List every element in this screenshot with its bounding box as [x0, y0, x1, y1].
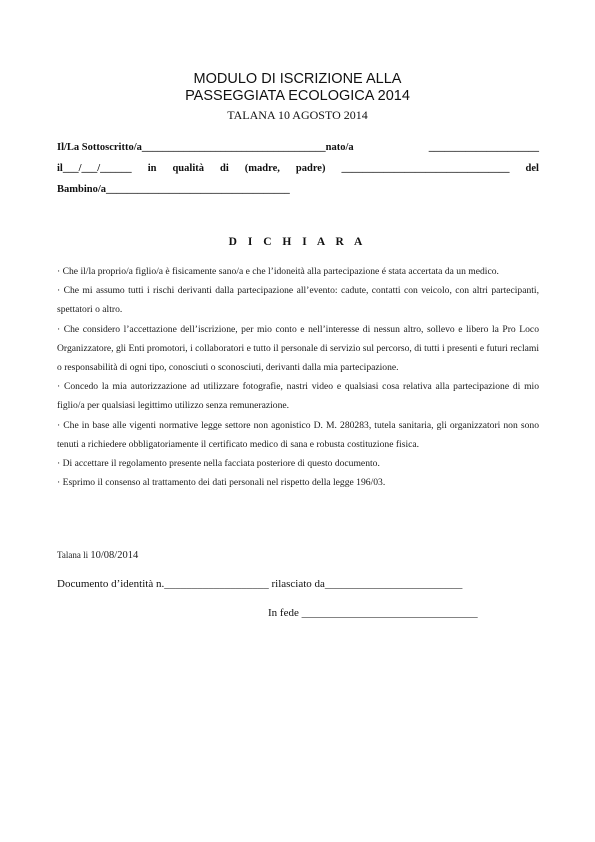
declaration-item: · Che considero l’accettazione dell’iscrizione, per mio conto e nell’interesse di nessun altro, sollevo e libero la Pro Loco Organizzatore, gli Enti promotori, i collaboratori e tutto il personale di servizio sul percorso, di tutti i presenti e futuri reclami o responsabilità di ogni tipo, conosciuti o sconosciuti, derivanti dalla mia partecipazione.: [57, 323, 539, 374]
form-line-undersigned: [57, 142, 539, 153]
declaration-heading: D I C H I A R A: [228, 236, 367, 248]
declaration-item: · Che il/la proprio/a figlio/a è fisicamente sano/a e che l’idoneità alla partecipazione é stata accertata da un medico.: [57, 266, 499, 277]
child-name-field[interactable]: Bambino/a___________________________________: [57, 184, 290, 195]
word-del: del: [525, 163, 539, 174]
form-title-line1: MODULO DI ISCRIZIONE ALLA: [193, 71, 402, 87]
birthdate-field[interactable]: il___/___/______: [57, 163, 132, 174]
declaration-item: · Che mi assumo tutti i rischi derivanti dalla partecipazione all’evento: cadute, contatti con veicolo, con altri partecipanti, spettatori o altro.: [57, 285, 539, 316]
event-date-subtitle: TALANA 10 AGOSTO 2014: [227, 108, 368, 122]
date-value: 10/08/2014: [90, 550, 139, 561]
word-qualita: qualità: [172, 163, 204, 174]
word-padre: padre): [295, 163, 326, 174]
undersigned-field[interactable]: Il/La Sottoscritto/a___________________________________nato/a: [57, 142, 354, 153]
declaration-list: [57, 262, 539, 492]
place-date: [57, 550, 138, 561]
declaration-item: · Di accettare il regolamento presente nella facciata posteriore di questo documento.: [57, 458, 380, 470]
word-in: in: [147, 163, 157, 174]
word-madre: (madre,: [244, 163, 280, 174]
role-field[interactable]: ________________________________: [341, 163, 510, 174]
identity-document-field[interactable]: Documento d’identità n.___________________ rilasciato da_________________________: [57, 578, 463, 590]
declaration-item: · Concedo la mia autorizzazione ad utilizzare fotografie, nastri video e qualsiasi cosa relativa alla partecipazione di mio figlio/a per qualsiasi legittimo utilizzo senza remunerazione.: [57, 381, 539, 412]
declaration-item: · Che in base alle vigenti normative legge settore non agonistico D. M. 280283, tutela sanitaria, gli organizzatori non sono tenuti a richiedere obbligatoriamente il certificato medico di sana e robusta costituzione fisica.: [57, 419, 539, 450]
birthplace-field[interactable]: _____________________: [428, 142, 539, 153]
declaration-item: · Esprimo il consenso al trattamento dei dati personali nel rispetto della legge 196/03.: [57, 477, 386, 489]
place-label: Talana li: [57, 550, 89, 560]
word-di: di: [220, 163, 229, 174]
form-line-birthdate: [57, 163, 539, 174]
form-title-line2: PASSEGGIATA ECOLOGICA 2014: [185, 88, 410, 104]
signature-field[interactable]: In fede ________________________________: [268, 607, 478, 619]
